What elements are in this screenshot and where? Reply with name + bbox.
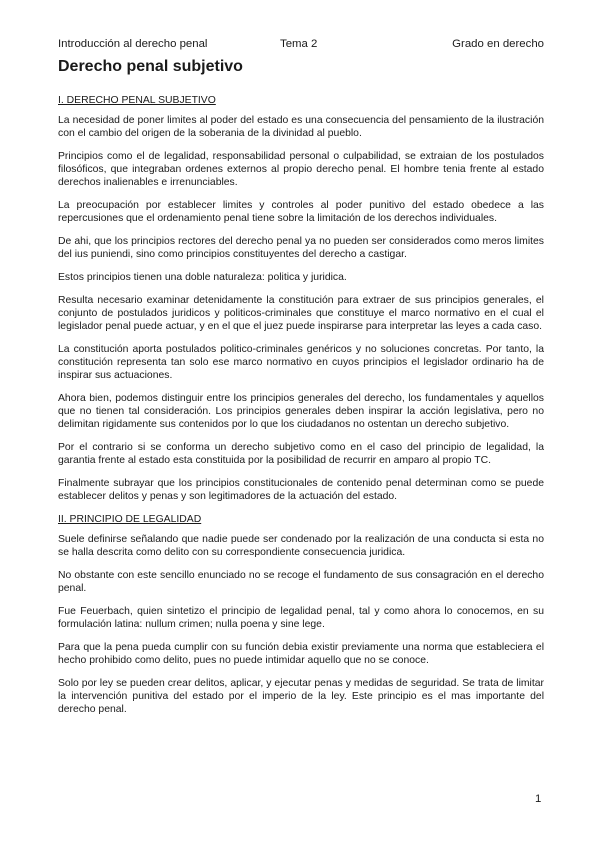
paragraph: Fue Feuerbach, quien sintetizo el principio de legalidad penal, tal y como ahora lo conocemos, en su formulación latina: nullum crimen; nulla poena y sine lege. (58, 606, 544, 630)
paragraph: Solo por ley se pueden crear delitos, aplicar, y ejecutar penas y medidas de seguridad. Se trata de limitar la intervención punitiva del estado por el imperio de la ley. Este principio es el mas importante del derecho penal. (58, 678, 544, 715)
section-heading-derecho-penal-subjetivo: I. DERECHO PENAL SUBJETIVO (58, 95, 216, 106)
paragraph: De ahi, que los principios rectores del derecho penal ya no pueden ser considerados como meros limites del ius puniendi, sino como principios constituyentes del derecho a castigar. (58, 236, 544, 260)
header-topic: Tema 2 (280, 38, 318, 50)
paragraph: Suele definirse señalando que nadie puede ser condenado por la realización de una conducta si esta no se halla descrita como delito con su correspondiente consecuencia juridica. (58, 534, 544, 558)
header-course: Introducción al derecho penal (58, 38, 208, 50)
paragraph: Principios como el de legalidad, responsabilidad personal o culpabilidad, se extraian de los postulados filosóficos, que integraban ordenes externos al propio derecho penal. El hombre tenia frente al estado derechos inalienables e irrenunciables. (58, 151, 544, 188)
paragraph: Resulta necesario examinar detenidamente la constitución para extraer de sus principios generales, el conjunto de postulados juridicos y politicos-criminales que constituye el marco normativo en el cual el legislador penal puede actuar, y en el que el juez puede inspirarse para interpretar las leyes a cada caso. (58, 295, 544, 332)
paragraph: Estos principios tienen una doble naturaleza: politica y juridica. (58, 272, 347, 283)
document-title: Derecho penal subjetivo (58, 58, 243, 75)
paragraph: La necesidad de poner limites al poder del estado es una consecuencia del pensamiento de la ilustración con el cambio del origen de la soberania de la divinidad al pueblo. (58, 115, 544, 139)
page-number: 1 (535, 793, 542, 805)
paragraph: Ahora bien, podemos distinguir entre los principios generales del derecho, los fundamentales y aquellos que no tienen tal consideración. Los principios generales deben inspirar la acción legislativa, pero no delimitan rigidamente sus contenidos por lo que los ciudadanos no ostentan un derecho subjetivo. (58, 393, 544, 430)
section-heading-principio-de-legalidad: II. PRINCIPIO DE LEGALIDAD (58, 514, 202, 525)
paragraph: No obstante con este sencillo enunciado no se recoge el fundamento de sus consagración en el derecho penal. (58, 570, 544, 594)
paragraph: La constitución aporta postulados politico-criminales genéricos y no soluciones concretas. Por tanto, la constitución representa tan solo ese marco normativo en cuyos principios el legislador ordinario ha de inspirar sus actuaciones. (58, 344, 544, 381)
page-header (58, 36, 544, 52)
header-degree: Grado en derecho (452, 38, 544, 50)
document-page (58, 36, 544, 726)
paragraph: La preocupación por establecer limites y controles al poder punitivo del estado obedece a las repercusiones que el ordenamiento penal tiene sobre la limitación de los derechos individuales. (58, 200, 544, 224)
paragraph: Finalmente subrayar que los principios constitucionales de contenido penal determinan como se puede establecer delitos y penas y son legitimadores de la actuación del estado. (58, 478, 544, 502)
paragraph: Para que la pena pueda cumplir con su función debia existir previamente una norma que estableciera el hecho prohibido como delito, pues no puede intimidar aquello que no se conoce. (58, 642, 544, 666)
paragraph: Por el contrario si se conforma un derecho subjetivo como en el caso del principio de legalidad, la garantia frente al estado esta constituida por la posibilidad de recurrir en amparo al propio TC. (58, 442, 544, 466)
